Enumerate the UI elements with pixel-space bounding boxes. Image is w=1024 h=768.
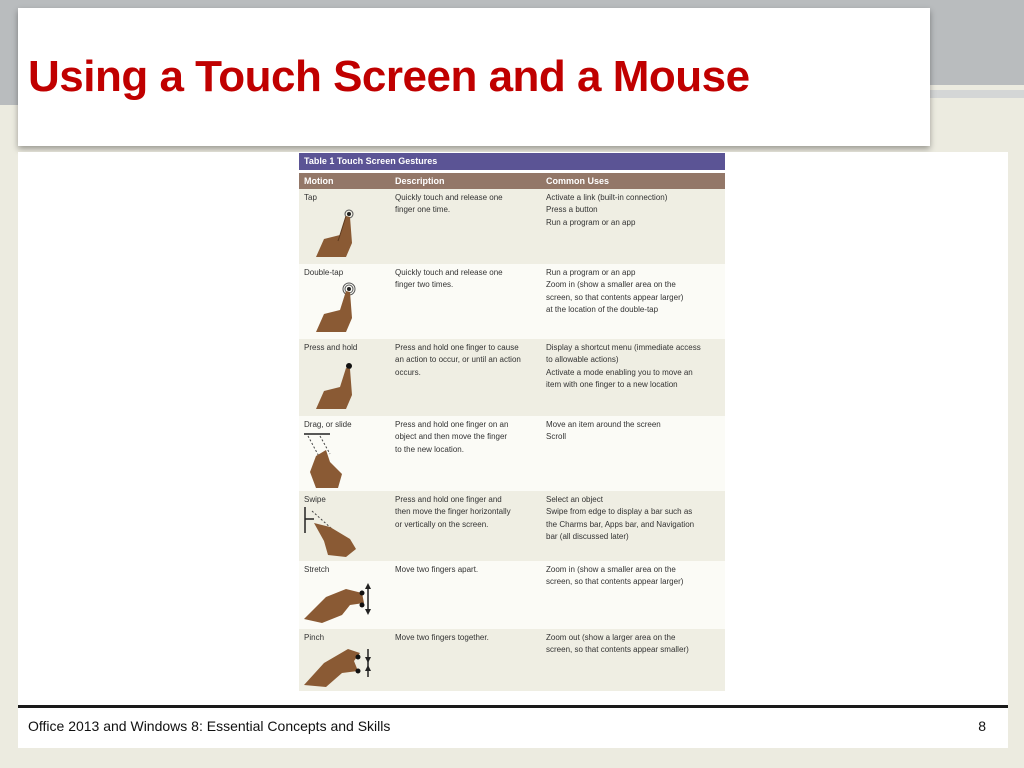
tap-gesture-icon: [302, 205, 362, 261]
table-caption: Table 1 Touch Screen Gestures: [299, 153, 725, 170]
slide-title: Using a Touch Screen and a Mouse: [28, 52, 750, 101]
stretch-gesture-icon: [302, 579, 374, 625]
table-row: [299, 561, 725, 629]
table-row: [299, 416, 725, 491]
uses-cell: Zoom in (show a smaller area on the screen, so that contents appear larger): [546, 565, 684, 587]
pinch-gesture-icon: [302, 643, 374, 689]
description-cell: Press and hold one finger to cause an action to occur, or until an action occurs.: [395, 343, 521, 377]
uses-cell: Run a program or an app Zoom in (show a smaller area on the screen, so that contents appear larger) at the location of the double-tap: [546, 268, 684, 314]
motion-cell: Tap: [304, 193, 317, 202]
uses-cell: Display a shortcut menu (immediate access to allowable actions) Activate a mode enabling you to move an item with one finger to a new location: [546, 343, 701, 389]
gestures-table: [299, 153, 725, 691]
table-row: [299, 491, 725, 561]
description-cell: Move two fingers apart.: [395, 565, 479, 574]
double-tap-gesture-icon: [302, 280, 362, 336]
side-band-lower: [930, 90, 1024, 98]
header-motion: Motion: [304, 176, 334, 186]
side-band: [930, 10, 1024, 85]
table-header: [299, 173, 725, 189]
uses-cell: Zoom out (show a larger area on the screen, so that contents appear smaller): [546, 633, 689, 655]
description-cell: Press and hold one finger on an object and then move the finger to the new location.: [395, 420, 509, 454]
motion-cell: Pinch: [304, 633, 325, 642]
header-description: Description: [395, 176, 445, 186]
left-band: [0, 10, 18, 105]
uses-cell: Select an object Swipe from edge to display a bar such as the Charms bar, Apps bar, and Navigation bar (all discussed later): [546, 495, 695, 541]
motion-cell: Swipe: [304, 495, 326, 504]
motion-cell: Drag, or slide: [304, 420, 352, 429]
description-cell: Press and hold one finger and then move the finger horizontally or vertically on the screen.: [395, 495, 511, 529]
description-cell: Quickly touch and release one finger one time.: [395, 193, 503, 215]
motion-cell: Double-tap: [304, 268, 344, 277]
description-cell: Quickly touch and release one finger two times.: [395, 268, 503, 290]
swipe-gesture-icon: [302, 505, 362, 559]
drag-gesture-icon: [302, 432, 362, 490]
uses-cell: Move an item around the screen Scroll: [546, 420, 661, 442]
table-row: [299, 189, 725, 264]
uses-cell: Activate a link (built-in connection) Press a button Run a program or an app: [546, 193, 668, 227]
page-number: 8: [978, 718, 986, 734]
slide-footer: [18, 708, 1008, 748]
motion-cell: Press and hold: [304, 343, 358, 352]
press-hold-gesture-icon: [302, 357, 362, 413]
title-box: [18, 8, 930, 146]
table-row: [299, 264, 725, 339]
table-row: [299, 339, 725, 416]
footer-text: Office 2013 and Windows 8: Essential Concepts and Skills: [28, 718, 391, 734]
motion-cell: Stretch: [304, 565, 330, 574]
header-common-uses: Common Uses: [546, 176, 610, 186]
description-cell: Move two fingers together.: [395, 633, 489, 642]
table-row: [299, 629, 725, 691]
